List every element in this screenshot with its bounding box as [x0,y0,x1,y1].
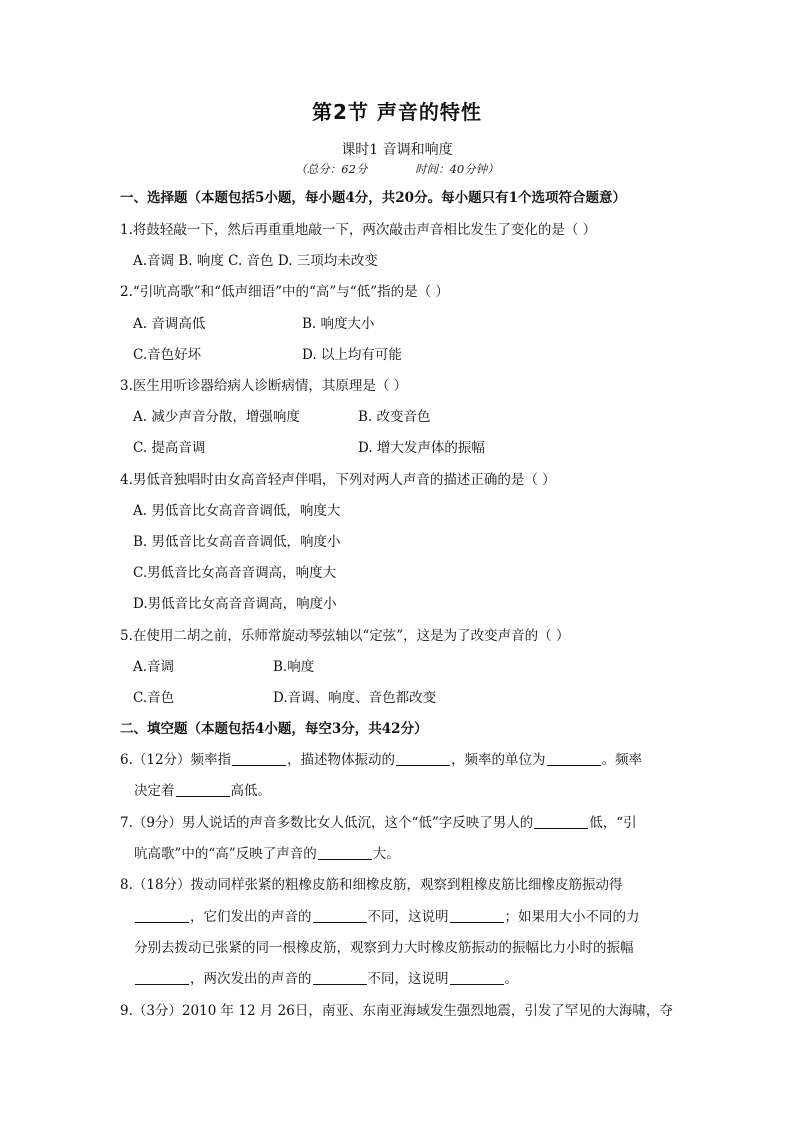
question-4-stem: 4.男低音独唱时由女高音轻声伴唱，下列对两人声音的描述正确的是（ ） [120,472,556,488]
lesson-subtitle: 课时1 音调和响度 [341,142,453,158]
question-4-option-d: D.男低音比女高音音调高，响度小 [133,596,337,612]
answer-blank[interactable] [547,751,601,766]
question-2-option-c: C.音色好坏 [133,347,202,363]
total-score: （总分：62分 [295,162,368,176]
answer-blank[interactable] [232,751,286,766]
question-8-line-2: ，它们发出的声音的 不同，这说明 ；如果用大小不同的力 [134,905,640,925]
question-2-option-b: B. 响度大小 [302,316,375,332]
answer-blank[interactable] [176,782,230,797]
question-5-option-d: D.音调、响度、音色都改变 [273,690,437,706]
question-3-option-a: A. 减少声音分散，增强响度 [133,409,300,425]
answer-blank[interactable] [313,970,367,985]
question-1-stem: 1.将鼓轻敲一下，然后再重重地敲一下，两次敲击声音相比发生了变化的是（ ） [120,222,597,238]
question-9-stem: 9.（3分）2010 年 12 月 26日，南亚、东南亚海域发生强烈地震，引发了罕见的大海啸，夺 [120,1003,673,1019]
question-3-option-d: D. 增大发声体的振幅 [358,440,485,456]
section-heading-choice: 一、选择题（本题包括5小题，每小题4分，共20分。每小题只有1个选项符合题意） [120,190,626,206]
question-8-line-4: ，两次发出的声音的 不同，这说明 。 [134,967,518,987]
answer-blank[interactable] [135,908,189,923]
question-6-line-1: 6.（12分）频率指 ，描述物体振动的 ，频率的单位为 。频率 [120,752,643,768]
question-5-stem: 5.在使用二胡之前，乐师常旋动琴弦轴以“定弦”，这是为了改变声音的（ ） [120,628,570,644]
question-3-option-c: C. 提高音调 [133,440,206,456]
question-8-line-3: 分别去拨动已张紧的同一根橡皮筋，观察到力大时橡皮筋振动的振幅比力小时的振幅 [134,940,634,956]
answer-blank[interactable] [313,908,367,923]
answer-blank[interactable] [534,814,588,829]
question-2-option-d: D. 以上均有可能 [302,347,402,363]
question-2-stem: 2.“引吭高歌”和“低声细语”中的“高”与“低”指的是（ ） [120,284,449,300]
answer-blank[interactable] [396,751,450,766]
question-7-line-1: 7.（9分）男人说话的声音多数比女人低沉，这个“低”字反映了男人的 低，“引 [120,815,637,831]
question-7-line-2: 吭高歌”中的“高”反映了声音的 大。 [134,846,400,862]
answer-blank[interactable] [450,970,504,985]
question-8-line-1: 8.（18分）拨动同样张紧的粗橡皮筋和细橡皮筋，观察到粗橡皮筋比细橡皮筋振动得 [120,877,623,893]
answer-blank[interactable] [135,970,189,985]
question-4-option-b: B. 男低音比女高音音调低，响度小 [133,534,341,550]
question-4-option-a: A. 男低音比女高音音调低，响度大 [133,503,341,519]
question-3-option-b: B. 改变音色 [358,409,431,425]
section-heading-fill: 二、填空题（本题包括4小题，每空3分，共42分） [120,721,428,737]
answer-blank[interactable] [450,908,504,923]
question-2-option-a: A. 音调高低 [133,316,206,332]
time-limit: 时间：40分钟） [415,162,499,176]
question-5-option-c: C.音色 [133,690,175,706]
question-3-stem: 3.医生用听诊器给病人诊断病情，其原理是（ ） [120,378,408,394]
answer-blank[interactable] [318,845,372,860]
score-time-info [0,161,794,177]
question-5-option-a: A.音调 [133,659,175,675]
question-5-option-b: B.响度 [273,659,315,675]
question-1-options: A.音调 B. 响度 C. 音色 D. 三项均未改变 [133,253,378,269]
question-4-option-c: C.男低音比女高音音调高，响度大 [133,565,337,581]
question-6-line-2: 决定着 高低。 [134,783,271,799]
page-title: 第2节 声音的特性 [312,100,482,124]
